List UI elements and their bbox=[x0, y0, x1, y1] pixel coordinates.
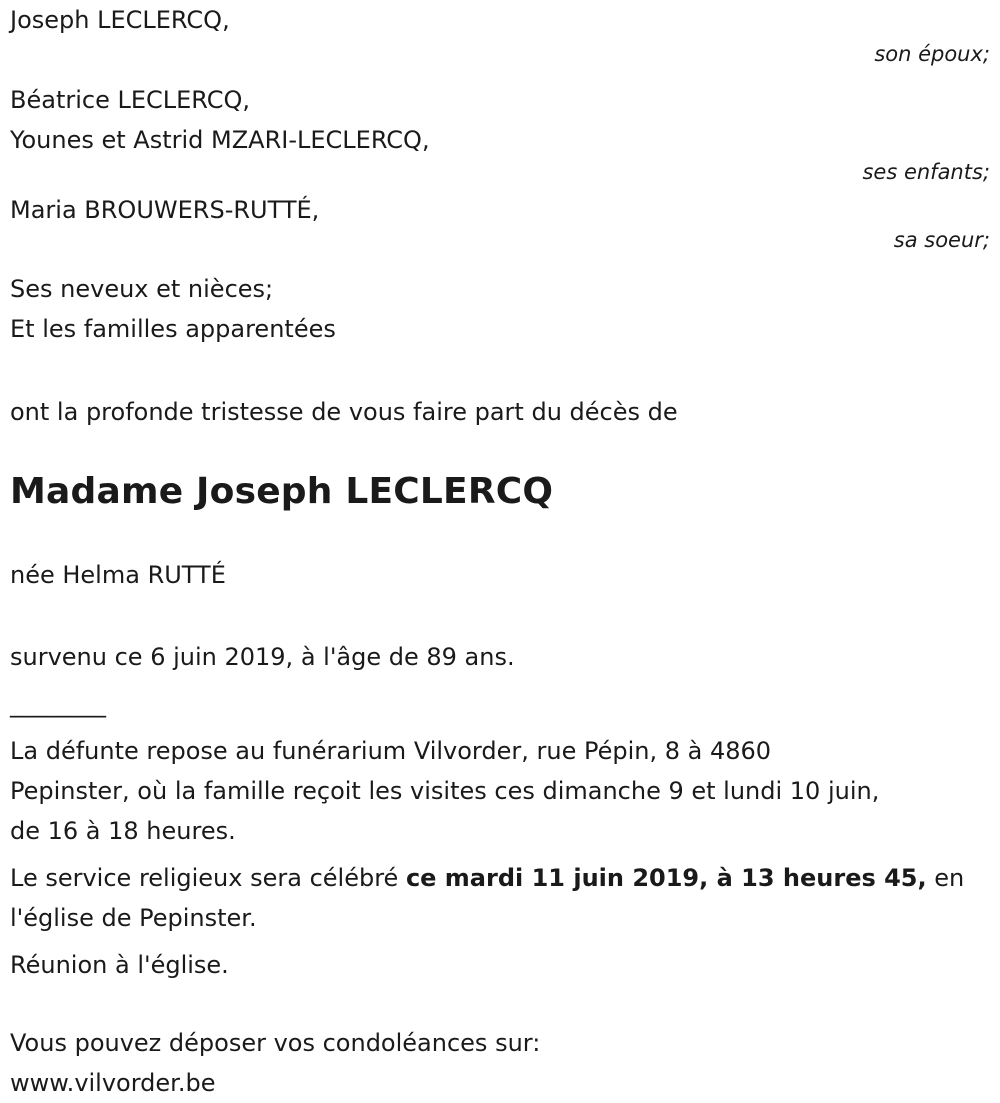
spouse-name: Joseph LECLERCQ, bbox=[10, 6, 230, 34]
families-line: Et les familles apparentées bbox=[10, 315, 336, 343]
service-text-after: en bbox=[926, 864, 965, 892]
children-role: ses enfants; bbox=[862, 160, 990, 184]
condolences-paragraph bbox=[10, 1023, 990, 1103]
extended-family-group bbox=[10, 269, 990, 349]
condolences-line: Vous pouvez déposer vos condoléances sur: bbox=[10, 1029, 541, 1057]
service-date-time: ce mardi 11 juin 2019, à 13 heures 45, bbox=[405, 864, 927, 892]
repose-line: de 16 à 18 heures. bbox=[10, 817, 236, 845]
repose-paragraph bbox=[10, 731, 990, 851]
spouse-role: son époux; bbox=[874, 42, 990, 66]
service-paragraph bbox=[10, 858, 990, 938]
deceased-name: Madame Joseph LECLERCQ bbox=[10, 471, 554, 512]
obituary-notice bbox=[10, 0, 990, 1103]
birth-name: née Helma RUTTÉ bbox=[10, 561, 226, 589]
sister-group bbox=[10, 190, 990, 255]
service-text-before: Le service religieux sera célébré bbox=[10, 864, 406, 892]
announcement-intro: ont la profonde tristesse de vous faire part du décès de bbox=[10, 398, 678, 426]
repose-line: Pepinster, où la famille reçoit les visites ces dimanche 9 et lundi 10 juin, bbox=[10, 777, 880, 805]
spouse-group bbox=[10, 0, 990, 69]
separator: ________ bbox=[10, 690, 106, 718]
child-name: Béatrice LECLERCQ, bbox=[10, 86, 251, 114]
reunion-paragraph bbox=[10, 945, 990, 985]
death-info: survenu ce 6 juin 2019, à l'âge de 89 ans. bbox=[10, 643, 515, 671]
sister-role: sa soeur; bbox=[893, 228, 990, 252]
reunion-line: Réunion à l'église. bbox=[10, 951, 229, 979]
children-group bbox=[10, 80, 990, 187]
website-link[interactable]: www.vilvorder.be bbox=[10, 1069, 216, 1097]
child-name: Younes et Astrid MZARI-LECLERCQ, bbox=[10, 126, 430, 154]
repose-line: La défunte repose au funérarium Vilvorder, rue Pépin, 8 à 4860 bbox=[10, 737, 772, 765]
service-line bbox=[10, 858, 990, 898]
nephews-line: Ses neveux et nièces; bbox=[10, 275, 274, 303]
sister-name: Maria BROUWERS-RUTTÉ, bbox=[10, 196, 320, 224]
service-location: l'église de Pepinster. bbox=[10, 904, 257, 932]
